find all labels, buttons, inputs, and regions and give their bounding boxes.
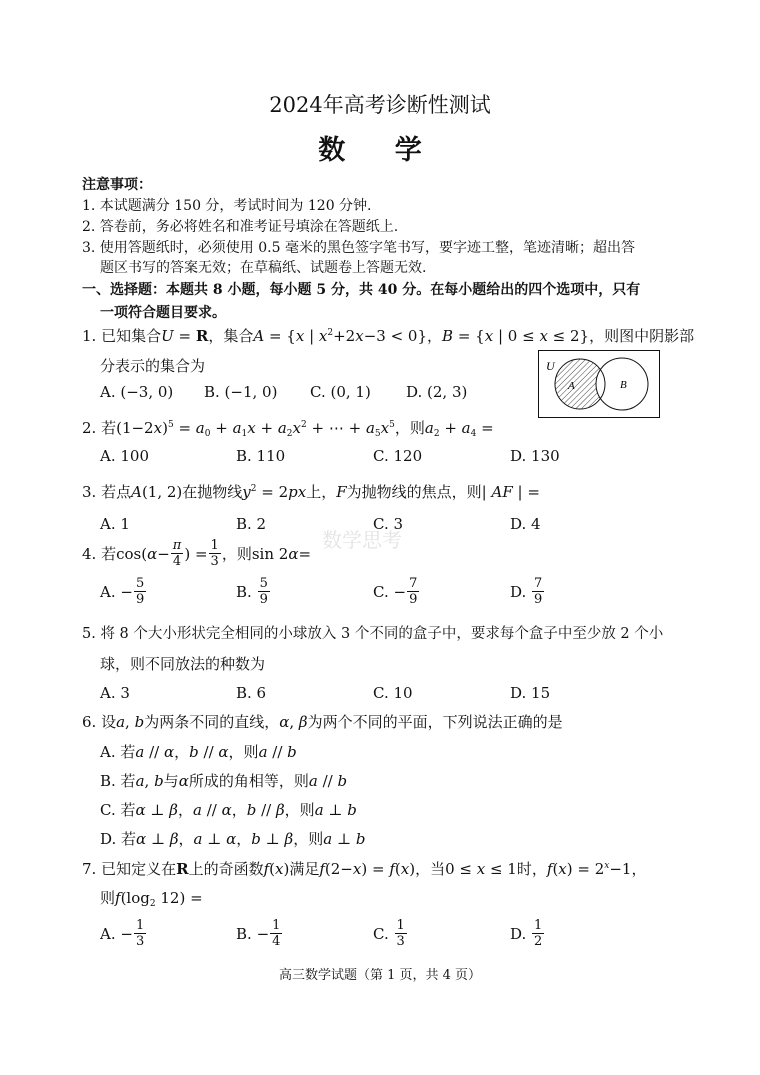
q4-option-a: A. − $\frac{5}{9}$ xyxy=(100,576,145,607)
q1-stem: 1. 已知集合U = R，集合A = {x | $x^2+2x-3 < 0$}，B = {x | 0 ≤ x ≤ 2}，则图中阴影部 xyxy=(82,327,695,345)
q5-option-d: D. 15 xyxy=(510,684,551,702)
q2-option-b: B. 110 xyxy=(236,447,286,465)
q6-option-a: A. 若a // α，b // α，则a // b xyxy=(100,743,297,761)
q2-stem: 2. 若$(1-2x)^5 = a_0 + a_1x + a_2x^2$ + ⋯ + $a_5x^5$，则$a_2 + a_4$ = xyxy=(82,419,494,439)
q6-option-c: C. 若α ⊥ β，a // α，b // β，则a ⊥ b xyxy=(100,801,357,819)
note-item: 题区书写的答案无效；在草稿纸、试题卷上答题无效. xyxy=(100,260,427,276)
q7-stem: 7. 已知定义在R上的奇函数f(x)满足f(2−x) = f(x)，当0 ≤ x ≤ 1时，$f(x) = 2^x-1$， xyxy=(82,860,647,878)
note-item: 2. 答卷前，务必将姓名和准考证号填涂在答题纸上. xyxy=(82,219,399,235)
q1-option-c: C. (0, 1) xyxy=(310,383,371,401)
subject-title: 数 学 xyxy=(318,135,442,166)
q5-option-b: B. 6 xyxy=(236,684,267,702)
watermark: 数学思考 xyxy=(322,528,402,552)
venn-diagram xyxy=(538,350,660,418)
section-heading: 一、选择题：本题共 8 小题，每小题 5 分，共 40 分。在每小题给出的四个选项中，只有 xyxy=(82,282,641,298)
venn-label-a: A xyxy=(568,380,575,392)
q2-option-a: A. 100 xyxy=(100,447,149,465)
q7-option-b: B. − $\frac{1}{4}$ xyxy=(236,918,281,949)
page-title: 2024年高考诊断性测试 xyxy=(269,93,491,117)
page-footer: 高三数学试题（第 1 页，共 4 页） xyxy=(278,968,482,983)
q1-stem-line2: 分表示的集合为 xyxy=(100,357,206,375)
q5-option-a: A. 3 xyxy=(100,684,130,702)
q1-option-a: A. (−3, 0) xyxy=(100,383,174,401)
venn-label-b: B xyxy=(620,379,627,391)
q4-option-b: B. $\frac{5}{9}$ xyxy=(236,576,268,607)
q3-option-c: C. 3 xyxy=(373,515,404,533)
q7-stem-line2: 则$f(\log_2$ 12) = xyxy=(100,889,203,909)
venn-label-u: U xyxy=(546,359,555,373)
q2-option-c: C. 120 xyxy=(373,447,423,465)
notes-heading: 注意事项： xyxy=(82,177,152,193)
q6-option-b: B. 若a, b与α所成的角相等，则a // b xyxy=(100,772,348,790)
q3-option-b: B. 2 xyxy=(236,515,267,533)
q5-option-c: C. 10 xyxy=(373,684,413,702)
note-item: 3. 使用答题纸时，必须使用 0.5 毫米的黑色签字笔书写，要字迹工整，笔迹清晰；超出答 xyxy=(82,240,635,256)
q1-option-d: D. (2, 3) xyxy=(406,383,468,401)
q7-option-d: D. $\frac{1}{2}$ xyxy=(510,918,543,949)
section-heading-cont: 一项符合题目要求。 xyxy=(100,305,226,321)
q3-option-a: A. 1 xyxy=(100,515,130,533)
q3-stem: 3. 若点A(1, 2)在抛物线$y^2 = 2px$上，F为抛物线的焦点，则| AF | = xyxy=(82,483,540,501)
note-item: 1. 本试题满分 150 分，考试时间为 120 分钟. xyxy=(82,198,372,214)
q2-option-d: D. 130 xyxy=(510,447,560,465)
q4-option-c: C. − $\frac{7}{9}$ xyxy=(373,576,418,607)
q3-option-d: D. 4 xyxy=(510,515,541,533)
q5-stem: 5. 将 8 个大小形状完全相同的小球放入 3 个不同的盒子中，要求每个盒子中至少放 2 个小 xyxy=(82,626,664,642)
q6-stem: 6. 设a, b为两条不同的直线，α, β为两个不同的平面，下列说法正确的是 xyxy=(82,713,563,731)
q4-stem: 4. 若 cos( α − $\frac{\pi}{4}$ ) = $\frac{1}{3}$ ，则 sin 2 α = xyxy=(82,538,312,569)
q7-option-c: C. $\frac{1}{3}$ xyxy=(373,918,405,949)
q7-option-a: A. − $\frac{1}{3}$ xyxy=(100,918,145,949)
q1-option-b: B. (−1, 0) xyxy=(204,383,278,401)
q6-option-d: D. 若α ⊥ β，a ⊥ α，b ⊥ β，则a ⊥ b xyxy=(100,830,366,848)
q4-option-d: D. $\frac{7}{9}$ xyxy=(510,576,543,607)
q5-stem-line2: 球，则不同放法的种数为 xyxy=(100,655,266,673)
